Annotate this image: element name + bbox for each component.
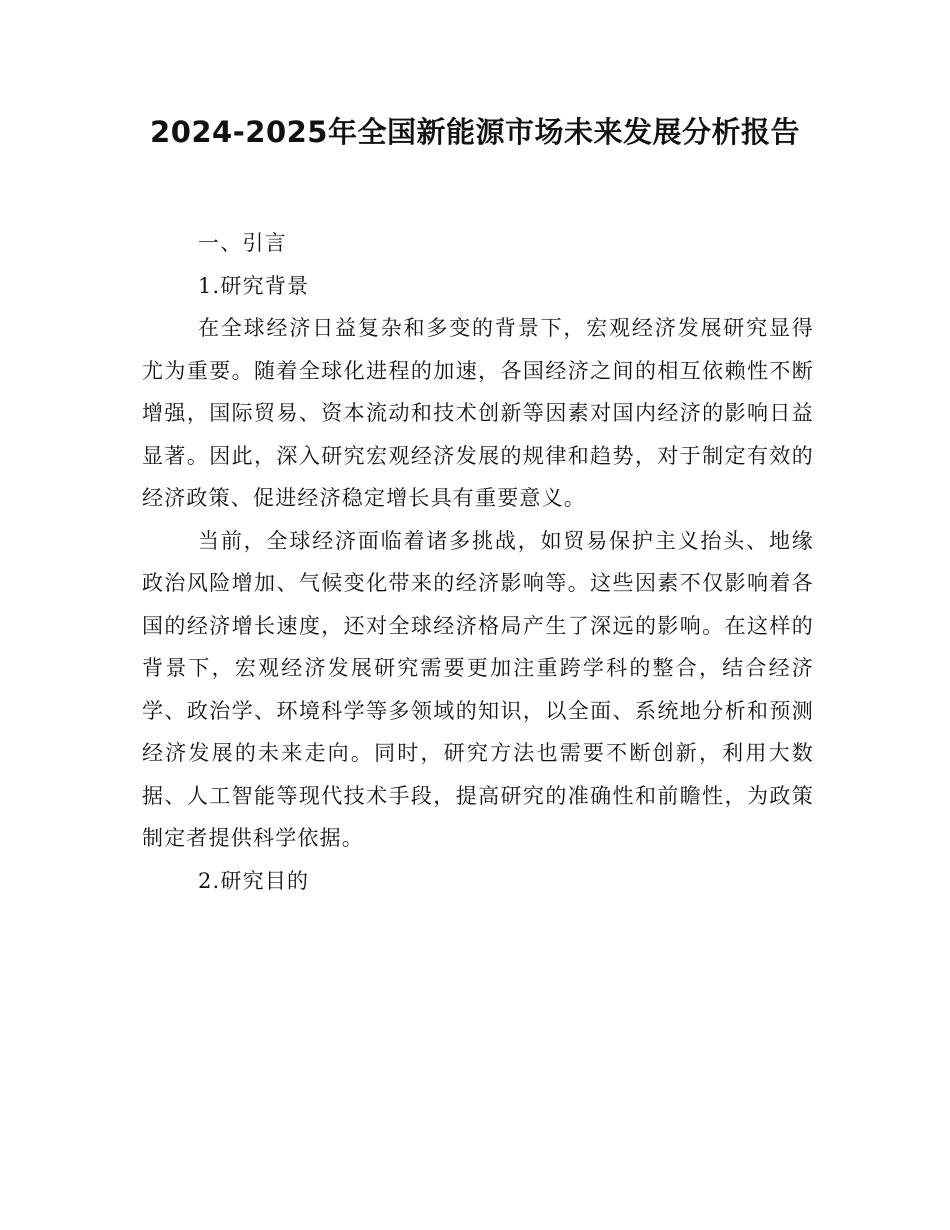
document-title: 2024-2025年全国新能源市场未来发展分析报告 [150, 115, 800, 149]
section-heading-introduction: 一、引言 [198, 231, 287, 255]
document-body [142, 222, 814, 902]
subsection-heading-research-background: 1.研究背景 [198, 273, 310, 298]
paragraph-background-2: 当前，全球经济面临着诸多挑战，如贸易保护主义抬头、地缘政治风险增加、气候变化带来的经济影响等。这些因素不仅影响着各国的经济增长速度，还对全球经济格局产生了深远的影响。在这样的背景下，宏观经济发展研究需要更加注重跨学科的整合，结合经济学、政治学、环境科学等多领域的知识，以全面、系统地分析和预测经济发展的未来走向。同时，研究方法也需要不断创新，利用大数据、人工智能等现代技术手段，提高研究的准确性和前瞻性，为政策制定者提供科学依据。 [142, 528, 814, 850]
subsection-heading-research-purpose: 2.研究目的 [198, 868, 310, 893]
paragraph-background-1: 在全球经济日益复杂和多变的背景下，宏观经济发展研究显得尤为重要。随着全球化进程的加速，各国经济之间的相互依赖性不断增强，国际贸易、资本流动和技术创新等因素对国内经济的影响日益显著。因此，深入研究宏观经济发展的规律和趋势，对于制定有效的经济政策、促进经济稳定增长具有重要意义。 [142, 316, 814, 510]
